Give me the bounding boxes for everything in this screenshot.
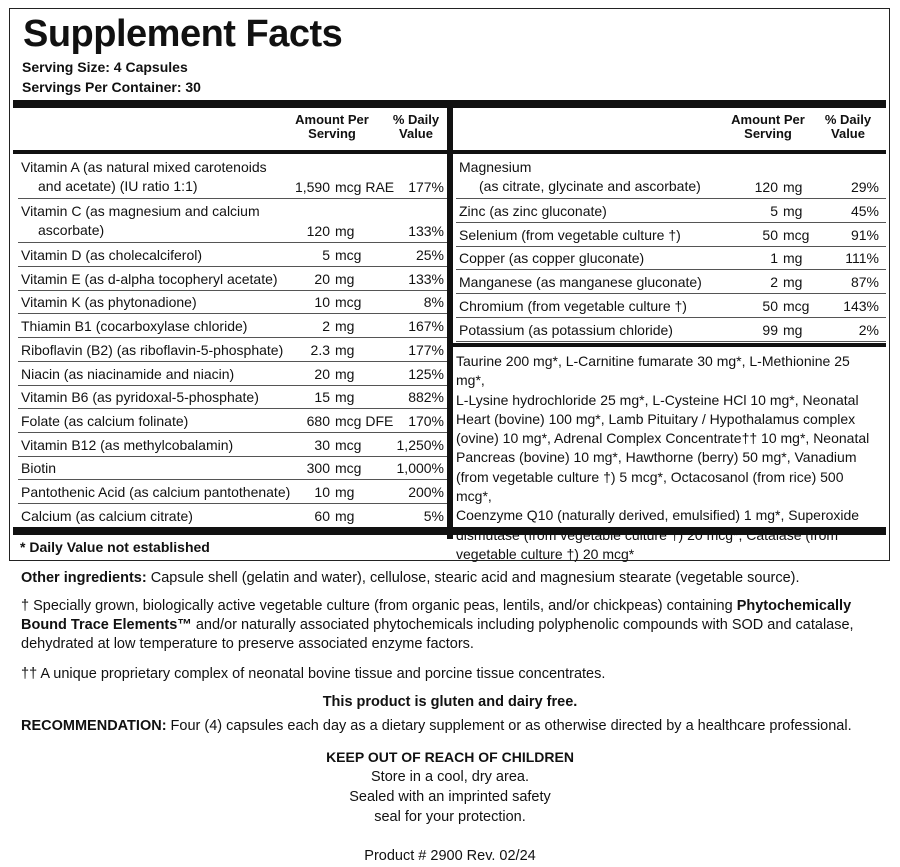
supplement-facts-panel <box>9 8 890 561</box>
nutrient-name: Vitamin E (as d-alpha tocopheryl acetate) <box>21 270 278 287</box>
nutrient-daily-value: 29% <box>850 179 879 195</box>
nutrient-daily-value: 177% <box>408 179 444 195</box>
recommendation: RECOMMENDATION: Four (4) capsules each day as a dietary supplement or as otherwise directed by a healthcare professional. <box>21 718 852 734</box>
nutrient-amount: 30 mcg <box>314 436 362 453</box>
nutrient-row <box>18 243 447 267</box>
nutrient-amount: 1 mg <box>770 250 803 267</box>
other-ingredient-line: (from vegetable culture †) 5 mcg*, Octacosanol (from rice) 500 mcg*, <box>456 468 844 505</box>
double-dagger-footnote: †† A unique proprietary complex of neonatal bovine tissue and porcine tissue concentrates. <box>21 666 606 682</box>
nutrient-row <box>18 385 447 409</box>
nutrient-amount: 20 mg <box>314 270 355 287</box>
nutrient-name: Niacin (as niacinamide and niacin) <box>21 365 235 382</box>
nutrient-name: Vitamin C (as magnesium and calcium ascorbate) <box>21 203 260 238</box>
nutrient-row <box>18 155 447 199</box>
nutrient-amount: 50 mcg <box>762 297 810 314</box>
serving-size: Serving Size: 4 Capsules <box>22 59 188 75</box>
sealed-text-1: Sealed with an imprinted safety <box>349 789 551 805</box>
nutrient-name: Pantothenic Acid (as calcium pantothenate) <box>21 484 291 500</box>
sealed-text-2: seal for your protection. <box>374 809 526 825</box>
nutrient-row <box>18 314 447 338</box>
nutrient-row <box>456 199 886 223</box>
nutrient-name: Vitamin A (as natural mixed carotenoids and acetate) (IU ratio 1:1) <box>21 159 267 194</box>
left-dv-header: % Daily Value <box>392 112 440 141</box>
daily-value-note: * Daily Value not established <box>20 539 210 555</box>
left-header-rule <box>13 150 447 154</box>
nutrient-name: Zinc (as zinc gluconate) <box>459 203 607 219</box>
nutrient-amount: 15 mg <box>314 389 355 406</box>
top-thick-rule <box>13 100 886 108</box>
product-number: Product # 2900 Rev. 02/24 <box>364 848 536 864</box>
nutrient-row <box>18 338 447 362</box>
nutrient-daily-value: 167% <box>408 318 444 335</box>
nutrient-row <box>456 270 886 294</box>
nutrient-name: Copper (as copper gluconate) <box>459 250 645 267</box>
other-ingredient-line: vegetable culture †) 20 mcg* <box>456 545 635 562</box>
nutrient-amount: 60 mg <box>314 507 355 524</box>
left-amount-header: Amount Per Serving <box>295 112 369 141</box>
nutrient-daily-value: 125% <box>408 365 444 382</box>
nutrient-name: Thiamin B1 (cocarboxylase chloride) <box>21 318 248 335</box>
storage-text: Store in a cool, dry area. <box>371 769 529 785</box>
nutrient-daily-value: 25% <box>415 247 444 263</box>
nutrient-daily-value: 2% <box>858 321 879 338</box>
nutrient-row <box>18 456 447 480</box>
nutrient-row <box>18 504 447 528</box>
nutrient-amount: 1,590 mcg RAE <box>294 179 395 195</box>
nutrient-amount: 99 mg <box>762 321 803 338</box>
nutrient-daily-value: 1,250% <box>396 436 444 453</box>
nutrient-daily-value: 91% <box>850 226 879 243</box>
nutrient-name: Potassium (as potassium chloride) <box>459 321 673 338</box>
nutrient-name: Vitamin D (as cholecalciferol) <box>21 247 203 263</box>
panel-title: Supplement Facts <box>23 13 343 55</box>
other-ingredient-line: Heart (bovine) 100 mg*, Lamb Pituitary / Hypothalamus complex <box>456 410 856 427</box>
dagger-footnote: † Specially grown, biologically active vegetable culture (from organic peas, lentils, and/or chickpeas) containing Phytochemically Bound Trace Elements™ and/or naturally associated phytochemicals including polyphenolic compounds with SOD and catalase, dehydrated at low temperature to preserve associated enzyme factors. <box>21 598 854 652</box>
gluten-dairy-free: This product is gluten and dairy free. <box>322 694 578 710</box>
nutrient-row <box>456 223 886 247</box>
nutrient-daily-value: 1,000% <box>396 460 444 477</box>
bottom-thick-rule <box>13 527 886 535</box>
nutrient-amount: 2 mg <box>322 318 355 335</box>
right-dv-header: % Daily Value <box>824 112 872 141</box>
nutrient-daily-value: 143% <box>843 297 879 314</box>
nutrient-amount: 20 mg <box>314 365 355 382</box>
nutrient-amount: 120 mg <box>754 179 803 195</box>
nutrient-amount: 120 mg <box>306 223 355 239</box>
nutrient-amount: 2.3 mg <box>310 341 355 358</box>
nutrient-row <box>18 362 447 386</box>
nutrient-name: Vitamin B6 (as pyridoxal-5-phosphate) <box>21 389 259 406</box>
right-header-rule <box>453 150 886 154</box>
other-ingredient-line: L-Lysine hydrochloride 25 mg*, L-Cysteine HCl 10 mg*, Neonatal <box>456 391 859 408</box>
nutrient-row <box>456 294 886 318</box>
nutrient-name: Riboflavin (B2) (as riboflavin-5-phosphate) <box>21 341 284 358</box>
nutrient-row <box>456 246 886 270</box>
nutrient-daily-value: 5% <box>423 507 444 524</box>
other-ingredient-line: Pancreas (bovine) 10 mg*, Hawthorne (berry) 50 mg*, Vanadium <box>456 449 857 466</box>
other-ingredient-line: Taurine 200 mg*, L-Carnitine fumarate 30 mg*, L-Methionine 25 mg*, <box>456 353 850 389</box>
nutrient-daily-value: 8% <box>423 294 444 311</box>
nutrient-row <box>18 267 447 291</box>
right-amount-header: Amount Per Serving <box>731 112 805 141</box>
nutrient-name: Vitamin K (as phytonadione) <box>21 294 197 311</box>
nutrient-daily-value: 45% <box>850 203 879 219</box>
other-ingredient-line: Coenzyme Q10 (naturally derived, emulsified) 1 mg*, Superoxide <box>456 507 860 524</box>
nutrient-row <box>456 318 886 342</box>
nutrient-row <box>456 155 886 199</box>
nutrient-row <box>18 409 447 433</box>
nutrient-daily-value: 170% <box>408 412 444 429</box>
other-ingredients-statement: Other ingredients: Capsule shell (gelatin and water), cellulose, stearic acid and magnesium stearate (vegetable source). <box>21 570 800 586</box>
keep-out-warning: KEEP OUT OF REACH OF CHILDREN <box>326 749 574 765</box>
nutrient-daily-value: 111% <box>845 250 879 267</box>
nutrient-row <box>18 480 447 504</box>
nutrient-name: Magnesium (as citrate, glycinate and ascorbate) <box>459 159 701 194</box>
nutrient-row <box>18 290 447 314</box>
nutrient-name: Folate (as calcium folinate) <box>21 412 189 429</box>
nutrient-daily-value: 133% <box>408 270 444 287</box>
column-divider <box>447 108 453 539</box>
other-ingredient-line: (ovine) 10 mg*, Adrenal Complex Concentrate†† 10 mg*, Neonatal <box>456 430 870 447</box>
nutrient-name: Chromium (from vegetable culture †) <box>459 297 687 314</box>
other-ingredients-rule <box>453 343 886 347</box>
nutrient-daily-value: 882% <box>408 389 444 406</box>
nutrient-amount: 300 mcg <box>306 460 362 477</box>
nutrient-daily-value: 87% <box>850 274 879 291</box>
nutrient-amount: 5 mcg <box>322 247 362 263</box>
nutrient-name: Calcium (as calcium citrate) <box>21 507 193 524</box>
nutrient-name: Manganese (as manganese gluconate) <box>459 274 702 291</box>
nutrient-amount: 680 mcg DFE <box>306 412 394 429</box>
nutrient-daily-value: 177% <box>408 341 444 358</box>
nutrient-name: Vitamin B12 (as methylcobalamin) <box>21 436 234 453</box>
nutrient-name: Selenium (from vegetable culture †) <box>459 226 681 243</box>
nutrient-row <box>18 199 447 243</box>
nutrient-daily-value: 200% <box>408 484 444 500</box>
nutrient-amount: 10 mg <box>314 484 355 500</box>
nutrient-row <box>18 433 447 457</box>
nutrient-name: Biotin <box>21 460 57 477</box>
nutrient-amount: 2 mg <box>770 274 803 291</box>
nutrient-amount: 50 mcg <box>762 226 810 243</box>
nutrient-amount: 5 mg <box>770 203 803 219</box>
nutrient-amount: 10 mcg <box>314 294 362 311</box>
nutrient-daily-value: 133% <box>408 223 444 239</box>
servings-per-container: Servings Per Container: 30 <box>22 79 201 95</box>
